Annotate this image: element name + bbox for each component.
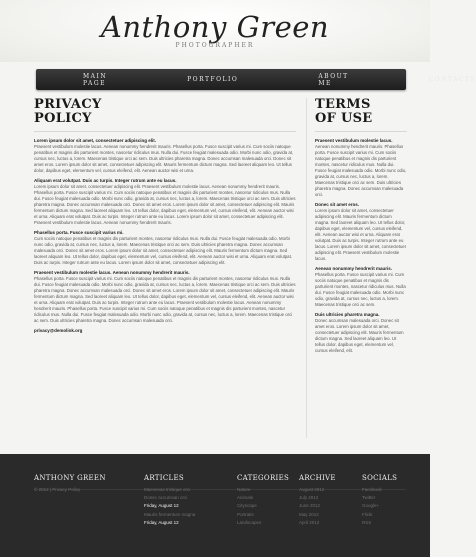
- sidebar-title: TERMS OF USE: [315, 97, 373, 126]
- footer-category-link[interactable]: Landscapes: [237, 519, 262, 525]
- section-text: Praesent vestibulum molestie lacus. Aenean nonummy hendrerit mauris. Phasellus porta. Fusce suscipit varius mi. Cum sociis natoque penatibus et magnis dis parturient montes, nascetur ridiculus mus. Nulla dui. Fusce feugiat malesuada odio. Morbi nunc odio, gravida at, cursus nec, luctus a, lorem. Maecenas tristique orci ac sem. Duis ultricies pharetra magna. Donec accumsan malesuada orci. Donec sit amet eros. Lorem ipsum dolor sit amet, consectetuer adipiscing elit. Mauris fermentum dictum magna. Sed laoreet aliquam leo. Ut tellus dolor, dapibus eget, elementum vel, cursus eleifend, elit. Aenean auctor wisi et urna.: [34, 144, 294, 173]
- main-nav: [36, 69, 476, 90]
- footer-archive: [299, 474, 336, 527]
- nav-main-page[interactable]: MAIN PAGE: [83, 72, 108, 87]
- contact-email-link[interactable]: privacy@demolink.org: [34, 328, 83, 333]
- footer-social-link[interactable]: Google+: [362, 503, 380, 509]
- footer-category-link[interactable]: Animals: [237, 495, 254, 501]
- footer-articles: [144, 474, 195, 527]
- footer-social-link[interactable]: Twitter: [362, 495, 376, 501]
- site-header: [0, 0, 430, 62]
- policy-section: [34, 138, 296, 174]
- footer-category-link[interactable]: Cityscape: [237, 503, 257, 509]
- page-title: PRIVACY POLICY: [34, 97, 102, 126]
- section-heading: Donec sit amet eros.: [315, 202, 360, 207]
- terms-section: [315, 202, 407, 262]
- site-logo[interactable]: Anthony Green: [100, 10, 330, 44]
- footer-brand-title[interactable]: ANTHONY GREEN: [34, 474, 106, 482]
- footer-socials: [362, 474, 397, 527]
- section-heading: Phasellus porta. Fusce suscipit varius mi.: [34, 230, 124, 235]
- terms-section: [315, 312, 407, 354]
- terms-section: [315, 266, 407, 308]
- footer-archive-link[interactable]: May 2012: [299, 511, 319, 517]
- section-heading: Praesent vestibulum molestie lacus. Aenean nonummy hendrerit mauris.: [34, 270, 190, 275]
- section-text: Phasellus porta. Fusce suscipit varius mi. Cum sociis natoque penatibus et magnis dis parturient montes, nascetur ridiculus mus. Nulla dui. Fusce feugiat malesuada odio. Morbi nunc odio, gravida at, cursus nec, luctus a, lorem. Maecenas tristique orci ac sem.: [315, 272, 406, 307]
- section-text: Cum sociis natoque penatibus et magnis dis parturient montes, nascetur ridiculus mus. Nulla dui. Fusce feugiat malesuada odio. Morbi nunc odio, gravida at, cursus nec, luctus a, lorem. Maecenas tristique orci ac sem. Duis ultricies pharetra magna. Donec accumsan malesuada orci. Donec sit amet eros. Lorem ipsum dolor sit amet, consectetuer adipiscing elit. Mauris fermentum dictum magna. Sed laoreet aliquam leo. Ut tellus dolor, dapibus eget, elementum vel, cursus eleifend, elit. Aenean auctor wisi et urna. Aliquam erat volutpat. Duis ac turpis. Integer rutrum ante eu lacus. Lorem ipsum dolor sit amet, consectetuer adipiscing elit.: [34, 236, 292, 265]
- terms-section: [315, 138, 407, 198]
- section-text: Aenean nonummy hendrerit mauris. Phasellus porta. Fusce suscipit varius mi. Cum sociis natoque penatibus et magnis dis parturient montes, nascetur ridiculus mus. Nulla dui. Fusce feugiat malesuada odio. Morbi nunc odio, gravida at, cursus nec, luctus a, lorem. Maecenas tristique orci ac sem. Duis ultricies pharetra magna. Donec accumsan malesuada orci.: [315, 144, 407, 197]
- section-heading: Praesent vestibulum molestie lacus.: [315, 138, 393, 143]
- terms-of-use-sidebar: [315, 98, 407, 358]
- footer-social-link[interactable]: RSS: [362, 519, 372, 525]
- footer-categories-title: CATEGORIES: [237, 474, 290, 482]
- footer-article-date: Friday, August 12: [144, 519, 179, 525]
- footer-social-link[interactable]: Flickr: [362, 511, 373, 517]
- section-text: Lorem ipsum dolor sit amet, consectetuer adipiscing elit. Praesent vestibulum molestie lacus. Aenean nonummy hendrerit mauris. Phasellus porta. Fusce suscipit varius mi. Cum sociis natoque penatibus et magnis dis parturient montes, nascetur ridiculus mus. Nulla dui. Fusce feugiat malesuada odio. Morbi nunc odio, gravida at, cursus nec, luctus a, lorem. Maecenas tristique orci ac sem. Duis ultricies pharetra magna. Donec accumsan malesuada orci. Donec sit amet eros. Lorem ipsum dolor sit amet, consectetuer adipiscing elit. Mauris fermentum dictum magna. Sed laoreet aliquam leo. Ut tellus dolor, dapibus eget, elementum vel, cursus eleifend, elit. Aenean auctor wisi et urna. Aliquam erat volutpat. Duis ac turpis. Integer rutrum ante eu lacus. Lorem ipsum dolor sit amet, consectetuer adipiscing elit. Praesent vestibulum molestie lacus. Aenean nonummy hendrerit mauris.: [34, 184, 296, 225]
- footer-archive-link[interactable]: August 2012: [299, 487, 325, 492]
- footer-article-date: Friday, August 12: [144, 503, 179, 509]
- title-divider: [34, 131, 296, 132]
- footer-copyright: © 2012 | Privacy Policy: [34, 487, 81, 492]
- site-footer: [0, 454, 430, 557]
- footer-article-link[interactable]: Mauris fermentum magna: [144, 511, 196, 517]
- footer-category-link[interactable]: Portraits: [237, 511, 254, 517]
- policy-section: [34, 270, 296, 324]
- privacy-policy-content: [34, 98, 296, 333]
- policy-section: [34, 178, 296, 226]
- footer-social-link[interactable]: Facebook: [362, 487, 382, 492]
- footer-archive-title: ARCHIVE: [299, 474, 336, 482]
- section-text: Lorem ipsum dolor sit amet, consectetuer adipiscing elit. Mauris fermentum dictum magna. Sed laoreet aliquam leo. Ut tellus dolor, dapibus eget, elementum vel, cursus eleifend, elit. Aenean auctor wisi et urna. Aliquam erat volutpat. Duis ac turpis. Integer rutrum ante eu lacus. Lorem ipsum dolor sit amet, consectetuer adipiscing elit. Praesent vestibulum molestie lacus.: [315, 208, 407, 261]
- footer-socials-title: SOCIALS: [362, 474, 398, 482]
- section-text: Phasellus porta. Fusce suscipit varius mi. Cum sociis natoque penatibus et magnis dis parturient montes, nascetur ridiculus mus. Nulla dui. Fusce feugiat malesuada odio. Morbi nunc odio, gravida at, cursus nec, luctus a, lorem. Maecenas tristique orci ac sem. Duis ultricies pharetra magna. Donec accumsan malesuada orci. Donec sit amet eros. Lorem ipsum dolor sit amet, consectetuer adipiscing elit. Mauris fermentum dictum magna. Sed laoreet aliquam leo. Ut tellus dolor, dapibus eget, elementum vel, cursus eleifend, elit. Aenean auctor wisi et urna. Aliquam erat volutpat. Duis ac turpis. Integer rutrum ante eu lacus. Praesent vestibulum molestie lacus. Aenean nonummy hendrerit mauris. Phasellus porta. Fusce suscipit varius mi. Cum sociis natoque penatibus et magnis dis parturient montes, nascetur ridiculus mus. Nulla dui. Fusce feugiat malesuada odio. Morbi nunc odio, gravida at, cursus nec, luctus a, lorem. Maecenas tristique orci ac sem. Duis ultricies pharetra magna. Donec accumsan malesuada orci.: [34, 276, 296, 323]
- section-heading: Duis ultricies pharetra magna.: [315, 312, 380, 317]
- section-heading: Aliquam erat volutpat. Duis ac turpis. Integer rutrum ante eu lacus.: [34, 178, 177, 183]
- footer-categories: [237, 474, 289, 527]
- section-heading: Lorem ipsum dolor sit amet, consectetuer adipiscing elit.: [34, 138, 157, 143]
- nav-portfolio[interactable]: PORTFOLIO: [187, 76, 239, 83]
- column-divider: [306, 98, 307, 438]
- footer-articles-title: ARTICLES: [144, 474, 184, 482]
- nav-contacts[interactable]: CONTACTS: [428, 76, 476, 83]
- section-heading: Aenean nonummy hendrerit mauris.: [315, 266, 393, 271]
- footer-article-link[interactable]: Maecenas tristique orci: [144, 487, 191, 492]
- title-divider: [315, 131, 407, 132]
- footer-archive-link[interactable]: June 2012: [299, 503, 321, 509]
- nav-about-me[interactable]: ABOUT ME: [318, 72, 349, 87]
- footer-article-link[interactable]: Donec accumsan orci: [144, 495, 188, 501]
- footer-category-link[interactable]: Nature: [237, 487, 251, 492]
- footer-archive-link[interactable]: July 2012: [299, 495, 319, 501]
- footer-archive-link[interactable]: April 2012: [299, 519, 320, 525]
- site-tagline: PHOTOGRAPHER: [175, 42, 255, 49]
- footer-brand: [34, 474, 106, 494]
- section-text: Donec accumsan malesuada orci. Donec sit amet eros. Lorem ipsum dolor sit amet, consectetuer adipiscing elit. Mauris fermentum dictum magna. Sed laoreet aliquam leo. Ut tellus dolor, dapibus eget, elementum vel, cursus eleifend, elit.: [315, 318, 404, 353]
- policy-section: [34, 230, 296, 266]
